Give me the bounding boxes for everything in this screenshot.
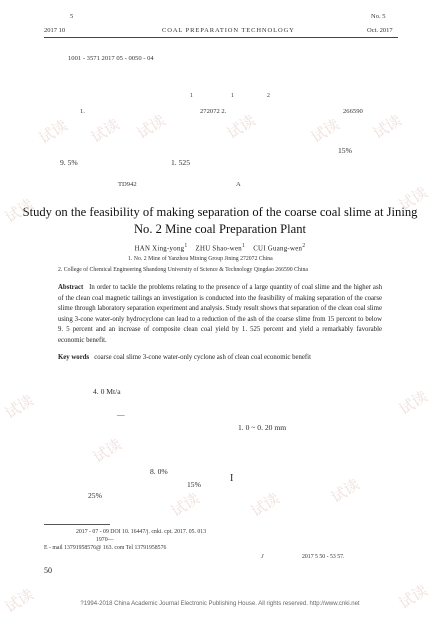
author-mark-2: 1 (231, 93, 234, 99)
watermark: 试读 (307, 115, 343, 147)
watermark: 试读 (223, 111, 259, 143)
author-mark-1: 1 (190, 93, 193, 99)
watermark: 试读 (87, 115, 123, 147)
page-number: 50 (44, 566, 52, 575)
watermark: 试读 (167, 489, 203, 521)
watermark: 试读 (35, 116, 71, 148)
watermark: 试读 (247, 489, 283, 521)
affiliation-cn-3: 266590 (343, 108, 363, 115)
watermark: 试读 (1, 585, 37, 617)
author-sup: 1 (242, 243, 246, 249)
issue-number-en: No. 5 (371, 13, 386, 20)
article-number: 1001 - 3571 2017 05 - 0050 - 04 (68, 55, 154, 62)
watermark: 试读 (395, 183, 431, 215)
watermark: 试读 (395, 581, 431, 613)
author-mark-3: 2 (267, 93, 270, 99)
body-value-capacity: 4. 0 Mt/a (93, 387, 121, 396)
author-name: HAN Xing-yong (134, 245, 185, 253)
footnote-contact: E - mail 13791958576@ 163. com Tel 13791958576 (44, 545, 167, 551)
author-name: CUI Guang-wen (253, 245, 303, 253)
author-name: ZHU Shao-wen (195, 245, 242, 253)
body-value-pct: 8. 0% (150, 467, 168, 476)
watermark: 试读 (89, 435, 125, 467)
issue-date-cn: 2017 10 (44, 27, 66, 34)
footnote-citation-type: J (261, 554, 264, 560)
watermark: 试读 (1, 195, 37, 227)
watermark: 试读 (395, 387, 431, 419)
abstract-en (58, 283, 382, 347)
footnote-born: 1970— (96, 537, 114, 543)
body-dash: — (117, 410, 125, 419)
copyright-footer: ?1994-2018 China Academic Journal Electronic Publishing House. All rights reserved. http://www.cnki.net (80, 601, 360, 607)
watermark: 试读 (133, 111, 169, 143)
author-sup: 1 (184, 243, 188, 249)
footnote-received: 2017 - 07 - 09 DOI 10. 16447/j. cnki. cpt. 2017. 05. 013 (76, 529, 207, 535)
footnote-citation: 2017 5 50 - 53 57. (302, 554, 345, 560)
journal-name: COAL PREPARATION TECHNOLOGY (162, 27, 295, 34)
issue-number-cn: 5 (70, 13, 74, 20)
abstract-cn-value: 1. 525 (171, 158, 190, 167)
keywords-text: coarse coal slime 3-cone water-only cyclone ash of clean coal economic benefit (94, 354, 311, 361)
article-title-en: Study on the feasibility of making separation of the coarse coal slime at Jining No. 2 Mine coal Preparation Plant (22, 205, 418, 236)
affiliation-en-2: 2. College of Chemical Engineering Shandong University of Science & Technology Qingdao 266590 China (58, 267, 308, 273)
affiliation-cn-1: 1. (80, 108, 85, 115)
abstract-cn-value: 15% (338, 146, 352, 155)
clc-number: TD942 (118, 181, 137, 188)
body-roman-numeral: I (230, 473, 234, 484)
authors-en (20, 243, 420, 252)
affiliation-cn-2: 272072 2. (200, 108, 227, 115)
abstract-text: In order to tackle the problems relating to the presence of a large quantity of coal slime and the higher ash of the clean coal magnetic tailings an investigation is conducted into the feasibility of making separation of the coarse slime through laboratory separation experiment and analysis. Study result shows that separation of the clean coal slime using 3-cone water-only hydrocyclone can lead to a reduction of the ash of the coarse slime from 15 percent to below 9. 5 percent and an increase of composite clean coal yield by 1. 525 percent and yield a remarkably favorable economic benefit. (58, 284, 382, 344)
keywords-label: Key words (58, 354, 90, 361)
document-code: A (236, 181, 241, 188)
header-rule (44, 37, 398, 38)
affiliation-en-1: 1. No. 2 Mine of Yanzhou Mining Group Jining 272072 China (128, 256, 273, 262)
watermark: 试读 (327, 475, 363, 507)
watermark: 试读 (369, 111, 405, 143)
body-value-pct: 25% (88, 491, 102, 500)
keywords-en (58, 354, 311, 361)
body-value-size: 1. 0 ~ 0. 20 mm (238, 423, 287, 432)
footnote-rule (44, 524, 110, 525)
watermark: 试读 (1, 391, 37, 423)
abstract-label: Abstract (58, 284, 84, 291)
issue-date-en: Oct. 2017 (367, 27, 393, 34)
body-value-pct: 15% (187, 480, 201, 489)
abstract-cn-value: 9. 5% (60, 158, 78, 167)
author-sup: 2 (302, 243, 306, 249)
